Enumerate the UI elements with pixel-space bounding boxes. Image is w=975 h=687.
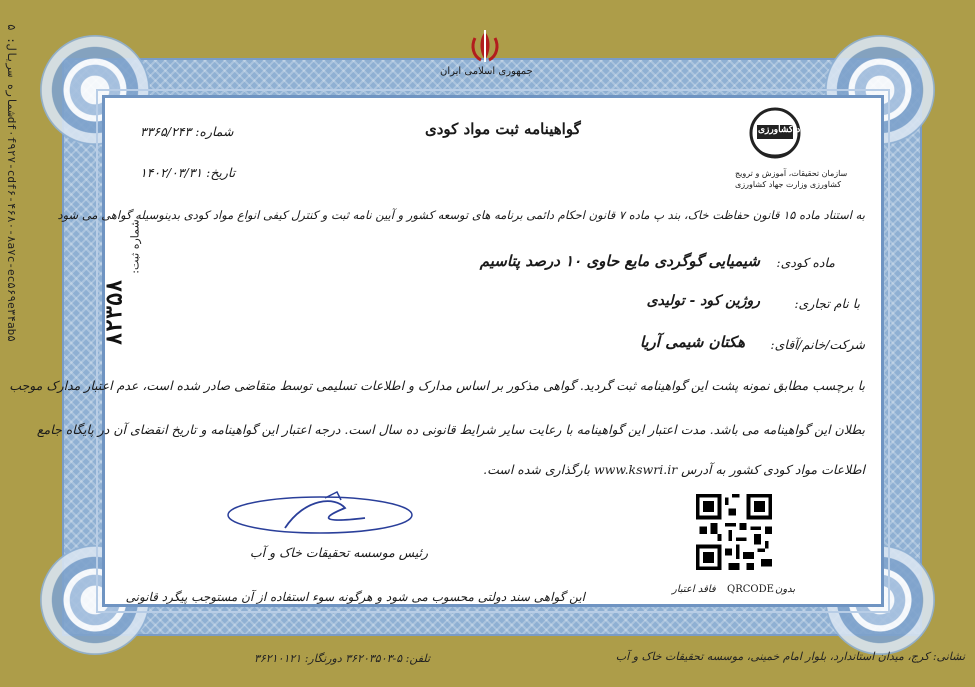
paragraph-line-2: بطلان این گواهینامه می باشد. مدت اعتبار این گواهینامه با رعایت سایر شرایط قانونی ده سال است. درجه اعتبار این گواهینامه و تاریخ انقضای آن در پایگاه جامع — [36, 422, 865, 437]
number-label: شماره: — [195, 124, 234, 139]
certificate-number — [140, 124, 234, 139]
intro-text: به استناد ماده ۱۵ قانون حفاظت خاک، بند پ ماده ۷ قانون احکام دائمی برنامه های توسعه کشور و آیین نامه ثبت و کنترل کیفی انواع مواد کودی بدینوسیله گواهی می شود — [57, 208, 865, 222]
org-logo-text: جهاد کشاورزی — [758, 125, 813, 135]
iran-emblem-icon — [465, 28, 505, 64]
qr-code-icon — [696, 494, 772, 570]
paragraph-line-1: با برچسب مطابق نمونه پشت این گواهینامه ثبت گردید. گواهی مذکور بر اساس مدارک و اطلاعات تسلیمی توسط متقاضی صادر شده است، عدم اعتبار مدارک موجب — [9, 378, 865, 393]
org-name-line-1: سازمان تحقیقات، آموزش و ترویج — [735, 169, 848, 178]
material-value: شیمیایی گوگردی مایع حاوی ۱۰ درصد پتاسیم — [479, 252, 760, 270]
company-value: هکتان شیمی آریا — [639, 333, 745, 351]
serial-number — [4, 24, 18, 664]
qr-caption-code: QRCODE — [727, 584, 774, 595]
serial-text: شماره سریال: ۵df۰f۹۲۷-cdf۶-۴۶۸۰-۸a۷c-ec۵۶۹e۳۴ab۵ — [5, 24, 18, 342]
certificate-date — [140, 165, 235, 180]
material-label: ماده کودی: — [776, 255, 835, 270]
paragraph-line-3: اطلاعات مواد کودی کشور به آدرس www.kswri.ir بارگذاری شده است. — [483, 462, 865, 477]
number-value: ۳۳۶۵/۲۴۳ — [140, 124, 192, 139]
signature-drawing — [225, 488, 420, 538]
footer-phone: تلفن: ۵-۳۶۲۰۳۵۰۳ دورنگار: ۳۶۲۱۰۱۲۱ — [253, 652, 430, 665]
brand-label: با نام تجاری: — [794, 296, 860, 311]
brand-value: روژین کود - تولیدی — [646, 293, 760, 309]
legal-notice: این گواهی سند دولتی محسوب می شود و هرگونه سوء استفاده از آن مستوجب پیگرد قانونی — [125, 590, 585, 604]
company-label: شرکت/خانم/آقای: — [770, 337, 865, 352]
date-label: تاریخ: — [206, 165, 236, 180]
footer-address: نشانی: کرج، میدان استاندارد، بلوار امام خمینی، موسسه تحقیقات خاک و آب — [615, 650, 965, 663]
registration-number-label: شماره ثبت: — [128, 219, 142, 274]
certificate-title: گواهینامه ثبت مواد کودی — [425, 120, 581, 138]
date-value: ۱۴۰۲/۰۳/۳۱ — [140, 165, 203, 180]
qr-caption-without: بدون — [775, 584, 796, 595]
republic-name: جمهوری اسلامی ایران — [440, 66, 533, 77]
qr-caption-invalid: فاقد اعتبار — [672, 584, 716, 595]
agriculture-jihad-logo-icon — [740, 103, 810, 173]
signer-title: رئیس موسسه تحقیقات خاک و آب — [249, 545, 428, 560]
registration-number: ۸۲۳۵۸ — [102, 279, 128, 346]
org-name-line-2: کشاورزی وزارت جهاد کشاورزی — [735, 180, 842, 189]
